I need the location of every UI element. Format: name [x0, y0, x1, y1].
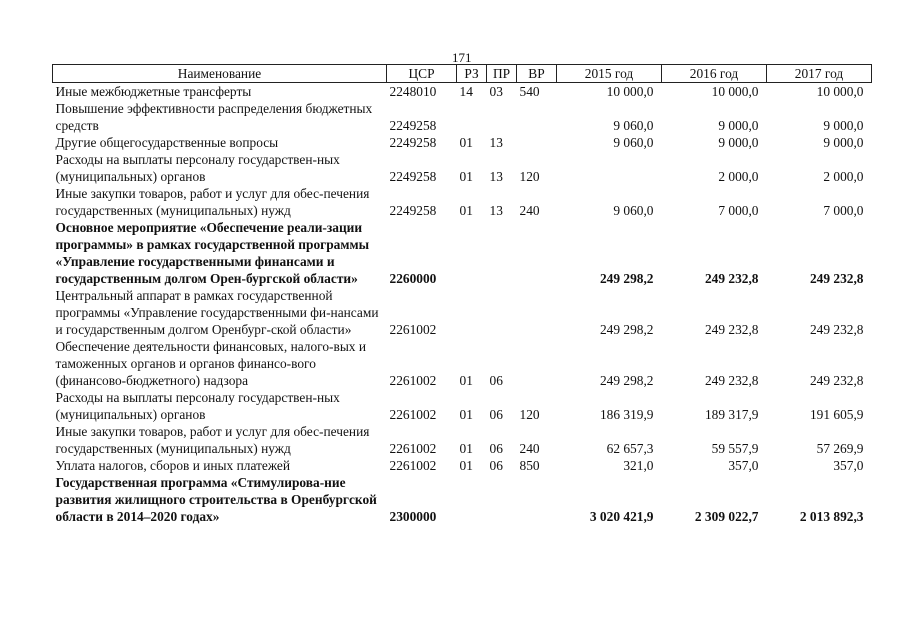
cell-2015: 9 060,0: [613, 135, 654, 150]
cell-2016: 10 000,0: [711, 84, 759, 99]
cell-name: Уплата налогов, сборов и иных платежей: [55, 458, 291, 473]
cell-vr: [517, 287, 557, 338]
cell-2015: 9 060,0: [613, 203, 654, 218]
cell-pr: 13: [489, 203, 503, 218]
cell-rz: 01: [459, 441, 473, 456]
cell-2015: [557, 151, 662, 185]
cell-csr: 2261002: [389, 458, 437, 473]
cell-2016: 59 557,9: [711, 441, 759, 456]
cell-2015: 3 020 421,9: [589, 509, 654, 524]
cell-name: Другие общегосударственные вопросы: [55, 135, 279, 150]
cell-vr: 120: [519, 407, 540, 422]
cell-rz: [457, 219, 487, 287]
cell-2017: 9 000,0: [823, 135, 864, 150]
cell-csr: 2261002: [389, 373, 437, 388]
cell-2016: 9 000,0: [718, 118, 759, 133]
cell-name: Государственная программа «Стимулирова-ние развития жилищного строительства в Оренбургской области в 2014–2020 годах»: [55, 475, 377, 524]
cell-vr: 240: [519, 203, 540, 218]
cell-rz: 01: [459, 373, 473, 388]
cell-2015: 9 060,0: [613, 118, 654, 133]
cell-csr: 2249258: [389, 169, 437, 184]
cell-rz: [457, 100, 487, 134]
cell-name: Иные межбюджетные трансферты: [55, 84, 252, 99]
cell-pr: 03: [489, 84, 503, 99]
cell-pr: [487, 100, 517, 134]
cell-vr: 240: [519, 441, 540, 456]
cell-2016: 2 309 022,7: [694, 509, 759, 524]
cell-pr: 06: [489, 407, 503, 422]
cell-rz: [457, 287, 487, 338]
cell-csr: 2249258: [389, 118, 437, 133]
cell-2017: 7 000,0: [823, 203, 864, 218]
cell-pr: 06: [489, 458, 503, 473]
cell-2017: 2 000,0: [823, 169, 864, 184]
cell-2015: 249 298,2: [599, 373, 654, 388]
cell-pr: 06: [489, 373, 503, 388]
cell-vr: [517, 134, 557, 151]
cell-name: Повышение эффективности распределения бюджетных средств: [55, 101, 373, 133]
header-csr: ЦСР: [387, 65, 457, 83]
table-row: [53, 219, 872, 287]
cell-rz: 01: [459, 407, 473, 422]
cell-name: Расходы на выплаты персоналу государствен-ных (муниципальных) органов: [55, 152, 340, 184]
cell-2016: 9 000,0: [718, 135, 759, 150]
cell-2017: 2 013 892,3: [799, 509, 864, 524]
cell-vr: [517, 474, 557, 525]
header-2015: 2015 год: [557, 65, 662, 83]
cell-2015: 10 000,0: [606, 84, 654, 99]
header-vr: ВР: [517, 65, 557, 83]
cell-vr: [517, 338, 557, 389]
cell-rz: 01: [459, 169, 473, 184]
cell-2017: 249 232,8: [809, 322, 864, 337]
header-pr: ПР: [487, 65, 517, 83]
cell-2016: 249 232,8: [704, 322, 759, 337]
cell-2017: 10 000,0: [816, 84, 864, 99]
cell-vr: 540: [519, 84, 540, 99]
cell-csr: 2261002: [389, 407, 437, 422]
cell-vr: [517, 100, 557, 134]
header-rz: РЗ: [457, 65, 487, 83]
table-row: [53, 100, 872, 134]
cell-rz: 14: [459, 84, 473, 99]
cell-rz: 01: [459, 458, 473, 473]
cell-csr: 2248010: [389, 84, 437, 99]
cell-2016: 189 317,9: [704, 407, 759, 422]
cell-2017: 249 232,8: [809, 271, 864, 286]
cell-2015: 321,0: [623, 458, 654, 473]
cell-name: Обеспечение деятельности финансовых, налого-вых и таможенных органов и органов финансо-вого (финансово-бюджетного) надзора: [55, 339, 367, 388]
table-row: [53, 83, 872, 101]
cell-name: Иные закупки товаров, работ и услуг для обес-печения государственных (муниципальных) нужд: [55, 424, 370, 456]
page-number: 171: [452, 50, 472, 65]
cell-name: Иные закупки товаров, работ и услуг для обес-печения государственных (муниципальных) нужд: [55, 186, 370, 218]
cell-csr: 2249258: [389, 135, 437, 150]
cell-pr: [487, 474, 517, 525]
cell-2017: 357,0: [833, 458, 864, 473]
cell-name: Основное мероприятие «Обеспечение реали-зации программы» в рамках государственной программы «Управление государственными финансами и государственным долгом Орен-бургской области»: [55, 220, 370, 286]
table-row: [53, 151, 872, 185]
cell-name: Центральный аппарат в рамках государственной программы «Управление государственными фи-нансами и государственным долгом Оренбург-ской области»: [55, 288, 379, 337]
cell-pr: 13: [489, 169, 503, 184]
cell-2016: 7 000,0: [718, 203, 759, 218]
cell-2016: 249 232,8: [704, 373, 759, 388]
cell-2017: 249 232,8: [809, 373, 864, 388]
cell-2017: 57 269,9: [816, 441, 864, 456]
cell-rz: 01: [459, 203, 473, 218]
cell-pr: 13: [489, 135, 503, 150]
cell-csr: 2261002: [389, 441, 437, 456]
table-row: [53, 287, 872, 338]
cell-2016: 2 000,0: [718, 169, 759, 184]
cell-csr: 2260000: [389, 271, 437, 286]
cell-pr: [487, 219, 517, 287]
cell-2015: 249 298,2: [599, 322, 654, 337]
header-2017: 2017 год: [767, 65, 872, 83]
cell-2017: 191 605,9: [809, 407, 864, 422]
cell-2016: 249 232,8: [704, 271, 759, 286]
cell-2016: 357,0: [728, 458, 759, 473]
cell-2015: 62 657,3: [606, 441, 654, 456]
budget-table: [52, 64, 872, 525]
table-row: [53, 134, 872, 151]
cell-vr: 850: [519, 458, 540, 473]
cell-pr: [487, 287, 517, 338]
table-row: [53, 338, 872, 389]
cell-2017: 9 000,0: [823, 118, 864, 133]
cell-name: Расходы на выплаты персоналу государствен-ных (муниципальных) органов: [55, 390, 340, 422]
cell-vr: 120: [519, 169, 540, 184]
table-body: [53, 83, 872, 526]
cell-rz: 01: [459, 135, 473, 150]
table-row: [53, 457, 872, 474]
table-row: [53, 423, 872, 457]
cell-vr: [517, 219, 557, 287]
cell-csr: 2249258: [389, 203, 437, 218]
cell-csr: 2261002: [389, 322, 437, 337]
cell-2015: 249 298,2: [599, 271, 654, 286]
cell-csr: 2300000: [389, 509, 437, 524]
table-header-row: [53, 65, 872, 83]
table-row: [53, 389, 872, 423]
header-2016: 2016 год: [662, 65, 767, 83]
cell-2015: 186 319,9: [599, 407, 654, 422]
cell-rz: [457, 474, 487, 525]
cell-pr: 06: [489, 441, 503, 456]
header-name: Наименование: [53, 65, 387, 83]
table-row: [53, 474, 872, 525]
table-row: [53, 185, 872, 219]
